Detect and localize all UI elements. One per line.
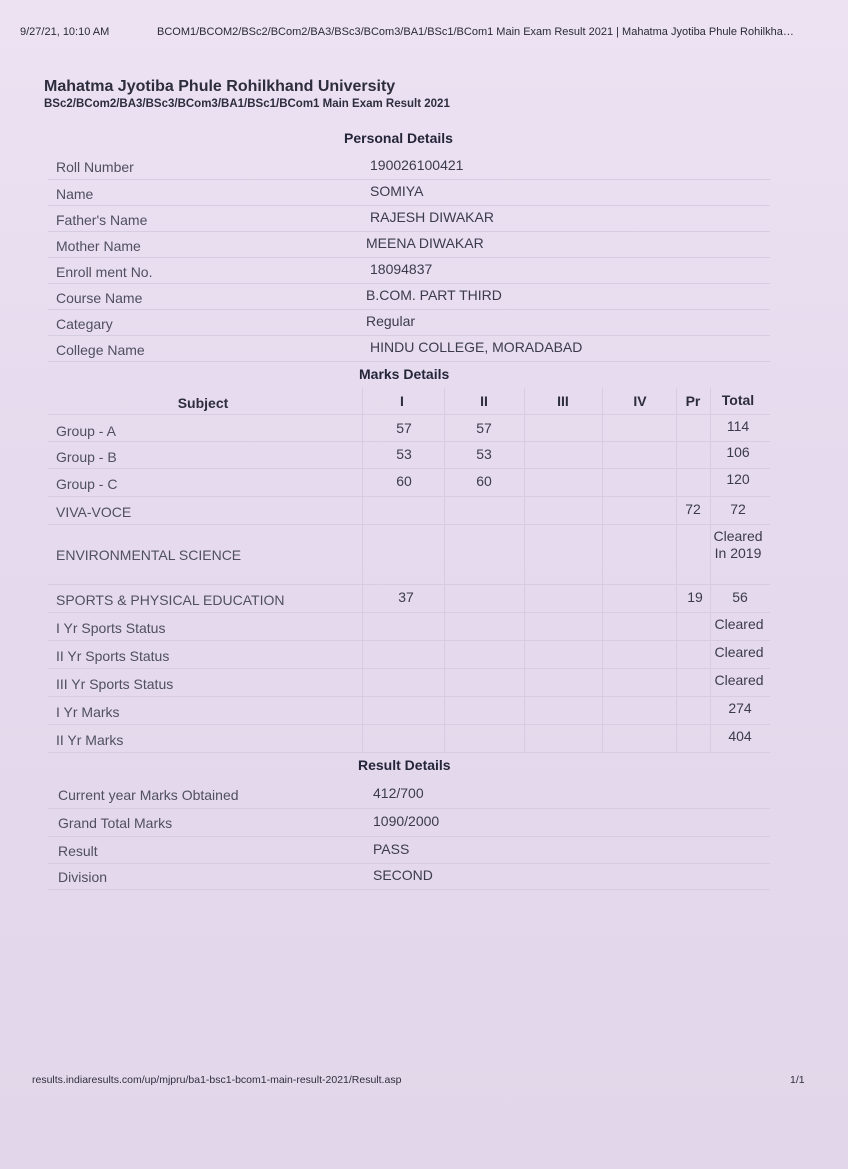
roll-number-label: Roll Number bbox=[56, 159, 134, 175]
current-year-marks-label: Current year Marks Obtained bbox=[58, 787, 239, 803]
column-divider bbox=[524, 388, 525, 752]
column-divider bbox=[444, 388, 445, 752]
mark-i: 37 bbox=[398, 589, 414, 605]
enrollment-label: Enroll ment No. bbox=[56, 264, 153, 280]
marks-row bbox=[48, 496, 770, 525]
column-divider bbox=[676, 388, 677, 752]
personal-row bbox=[48, 257, 770, 284]
grand-total-label: Grand Total Marks bbox=[58, 815, 173, 831]
subject-label: Group - A bbox=[56, 423, 116, 439]
mark-total: Cleared bbox=[714, 616, 764, 632]
father-name-value: RAJESH DIWAKAR bbox=[370, 209, 494, 225]
mark-total: Cleared bbox=[714, 672, 764, 688]
mark-total: 120 bbox=[726, 471, 750, 487]
grand-total-value: 1090/2000 bbox=[373, 813, 440, 829]
name-value: SOMIYA bbox=[370, 183, 424, 199]
personal-row bbox=[48, 283, 770, 310]
father-name-label: Father's Name bbox=[56, 212, 148, 228]
mark-i: 60 bbox=[396, 473, 412, 489]
marks-row bbox=[48, 612, 770, 641]
page-url: results.indiaresults.com/up/mjpru/ba1-bsc1-bcom1-main-result-2021/Result.asp bbox=[32, 1074, 402, 1086]
division-value: SECOND bbox=[373, 867, 433, 883]
marks-row bbox=[48, 524, 770, 585]
result-value: PASS bbox=[373, 841, 410, 857]
mother-name-label: Mother Name bbox=[56, 238, 141, 254]
current-year-marks-value: 412/700 bbox=[373, 785, 424, 801]
mother-name-value: MEENA DIWAKAR bbox=[366, 235, 484, 251]
subject-label: ENVIRONMENTAL SCIENCE bbox=[56, 547, 242, 563]
subject-label: Group - B bbox=[56, 449, 117, 465]
category-value: Regular bbox=[366, 313, 416, 329]
course-name-label: Course Name bbox=[56, 290, 143, 306]
mark-ii: 53 bbox=[476, 446, 492, 462]
college-name-value: HINDU COLLEGE, MORADABAD bbox=[370, 339, 583, 355]
mark-i: 57 bbox=[396, 420, 412, 436]
marks-row bbox=[48, 468, 770, 497]
col-pr: Pr bbox=[685, 393, 701, 409]
marks-details-heading: Marks Details bbox=[359, 366, 450, 382]
personal-row bbox=[48, 205, 770, 232]
subject-label: SPORTS & PHYSICAL EDUCATION bbox=[56, 592, 285, 608]
col-subject: Subject bbox=[177, 395, 229, 411]
subject-label: II Yr Marks bbox=[56, 732, 124, 748]
mark-ii: 57 bbox=[476, 420, 492, 436]
marks-row bbox=[48, 724, 770, 753]
result-row bbox=[48, 836, 770, 864]
marks-row bbox=[48, 640, 770, 669]
column-divider bbox=[602, 388, 603, 752]
col-total: Total bbox=[721, 392, 755, 408]
mark-total: Cleared bbox=[714, 644, 764, 660]
marks-row bbox=[48, 696, 770, 725]
mark-total: 106 bbox=[726, 444, 750, 460]
marks-header-row bbox=[48, 388, 770, 415]
category-label: Categary bbox=[56, 316, 113, 332]
personal-details-heading: Personal Details bbox=[344, 130, 453, 146]
personal-row bbox=[48, 335, 770, 362]
course-name-value: B.COM. PART THIRD bbox=[366, 287, 502, 303]
mark-total: Cleared In 2019 bbox=[713, 528, 763, 561]
mark-pr: 19 bbox=[687, 589, 703, 605]
mark-total: 114 bbox=[726, 418, 750, 434]
col-ii: II bbox=[480, 393, 488, 409]
exam-title: BSc2/BCom2/BA3/BSc3/BCom3/BA1/BSc1/BCom1 Main Exam Result 2021 bbox=[44, 98, 450, 110]
college-name-label: College Name bbox=[56, 342, 145, 358]
mark-total: 56 bbox=[732, 589, 748, 605]
print-page-title: BCOM1/BCOM2/BSc2/BCom2/BA3/BSc3/BCom3/BA1/BSc1/BCom1 Main Exam Result 2021 | Mahatma Jyotiba Phule Rohilkha… bbox=[157, 26, 794, 38]
division-label: Division bbox=[58, 869, 108, 885]
page-number: 1/1 bbox=[790, 1074, 805, 1086]
university-name: Mahatma Jyotiba Phule Rohilkhand University bbox=[44, 78, 396, 95]
personal-row bbox=[48, 309, 770, 336]
result-row bbox=[48, 808, 770, 837]
roll-number-value: 190026100421 bbox=[370, 157, 464, 173]
print-datetime: 9/27/21, 10:10 AM bbox=[20, 26, 110, 38]
subject-label: VIVA-VOCE bbox=[56, 504, 132, 520]
enrollment-value: 18094837 bbox=[370, 261, 433, 277]
marks-row bbox=[48, 584, 770, 613]
col-iii: III bbox=[557, 393, 569, 409]
mark-total: 404 bbox=[728, 728, 752, 744]
subject-label: Group - C bbox=[56, 476, 118, 492]
mark-ii: 60 bbox=[476, 473, 492, 489]
mark-total: 274 bbox=[728, 700, 752, 716]
mark-pr: 72 bbox=[685, 501, 701, 517]
personal-row bbox=[48, 231, 770, 258]
col-i: I bbox=[400, 393, 404, 409]
name-label: Name bbox=[56, 186, 94, 202]
mark-total: 72 bbox=[730, 501, 746, 517]
result-details-heading: Result Details bbox=[358, 757, 451, 773]
column-divider bbox=[362, 388, 363, 752]
subject-label: II Yr Sports Status bbox=[56, 648, 170, 664]
marks-row bbox=[48, 668, 770, 697]
result-label: Result bbox=[58, 843, 98, 859]
subject-label: III Yr Sports Status bbox=[56, 676, 174, 692]
marks-row bbox=[48, 414, 770, 442]
result-row bbox=[48, 780, 770, 809]
subject-label: I Yr Marks bbox=[56, 704, 120, 720]
col-iv: IV bbox=[633, 393, 647, 409]
personal-row bbox=[48, 179, 770, 206]
column-divider bbox=[710, 388, 711, 752]
mark-i: 53 bbox=[396, 446, 412, 462]
result-row bbox=[48, 863, 770, 890]
marks-row bbox=[48, 441, 770, 469]
personal-row bbox=[48, 152, 770, 180]
subject-label: I Yr Sports Status bbox=[56, 620, 166, 636]
